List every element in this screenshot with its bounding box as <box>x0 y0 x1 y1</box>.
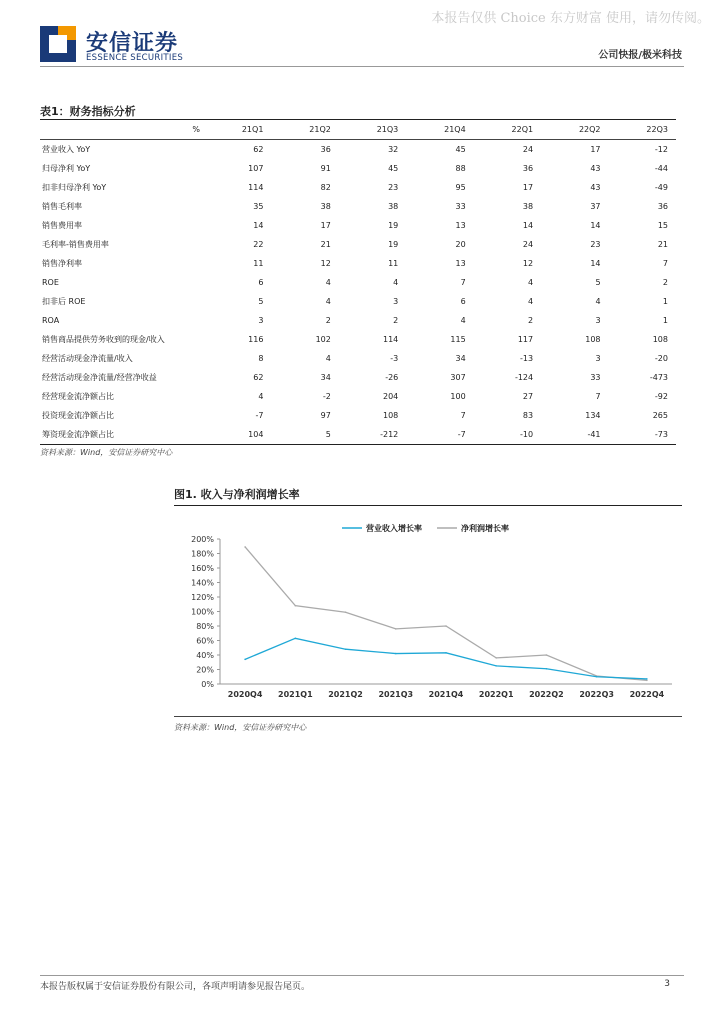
data-point <box>395 628 397 630</box>
table-cell: 4 <box>528 278 534 287</box>
table-cell: 43 <box>590 183 601 192</box>
series-line-0 <box>245 638 647 679</box>
table-cell: 36 <box>657 202 668 211</box>
row-label: 经营活动现金净流量/经营净收益 <box>42 373 157 382</box>
row-label: 投资现金流净额占比 <box>42 411 114 420</box>
table-cell: 5 <box>271 425 338 445</box>
table-cell: -41 <box>541 425 608 445</box>
table-cell: 97 <box>320 411 331 420</box>
table-cell: 107 <box>248 164 264 173</box>
data-point <box>395 653 397 655</box>
table-row <box>40 406 676 425</box>
data-point <box>546 668 548 670</box>
table-cell: 7 <box>460 411 466 420</box>
table-cell: 108 <box>652 335 668 344</box>
table-cell: 5 <box>258 297 264 306</box>
logo-mark-icon <box>40 26 76 62</box>
y-tick-label: 20% <box>196 665 214 675</box>
table-cell: 27 <box>522 392 534 401</box>
table-row <box>40 425 676 445</box>
table-row <box>40 368 676 387</box>
table-cell: 38 <box>388 202 399 211</box>
footer-divider <box>40 975 684 976</box>
logo-chinese-name: 安信证券 <box>86 31 179 56</box>
watermark-text: 本报告仅供 Choice 东方财富 使用，请勿传阅。 <box>431 11 710 26</box>
x-tick-label: 2021Q4 <box>428 690 464 699</box>
row-label: ROE <box>42 278 59 287</box>
table-cell: 4 <box>258 392 264 401</box>
table-row <box>40 197 676 216</box>
data-point <box>345 648 347 650</box>
data-point <box>646 680 648 682</box>
table-cell: 5 <box>595 278 601 287</box>
table-cell: 114 <box>248 183 264 192</box>
row-label: 销售净利率 <box>42 259 82 268</box>
table-cell: 307 <box>450 373 466 382</box>
figure-source: 资料来源：Wind，安信证券研究中心 <box>174 723 307 732</box>
data-point <box>546 654 548 656</box>
table-cell: 91 <box>320 164 331 173</box>
table-cell: 24 <box>522 145 534 154</box>
table-cell: 21 <box>657 240 668 249</box>
data-point <box>445 652 447 654</box>
table-row <box>40 254 676 273</box>
x-tick-label: 2022Q4 <box>629 690 665 699</box>
table-cell: 62 <box>253 145 264 154</box>
table-cell: 88 <box>455 164 466 173</box>
table-row <box>40 235 676 254</box>
table-cell: 2 <box>325 316 331 325</box>
financial-metrics-table <box>40 119 676 445</box>
table-cell: 43 <box>590 164 601 173</box>
table-cell: 17 <box>320 221 331 230</box>
table-cell: 4 <box>595 297 601 306</box>
table-row <box>40 216 676 235</box>
logo-english-name: ESSENCE SECURITIES <box>86 53 184 63</box>
row-label: 销售费用率 <box>42 221 82 230</box>
table-cell: -10 <box>474 425 541 445</box>
table-source: 资料来源：Wind，安信证券研究中心 <box>40 448 173 457</box>
table-cell: -212 <box>339 425 406 445</box>
y-tick-label: 40% <box>196 651 214 660</box>
table-cell: -44 <box>654 164 668 173</box>
data-point <box>244 546 246 548</box>
table-cell: 3 <box>595 316 601 325</box>
table-cell: 12 <box>320 259 331 268</box>
unit-header: % <box>40 120 204 140</box>
table-cell: 3 <box>393 297 399 306</box>
table-cell: 38 <box>320 202 331 211</box>
legend-label: 营业收入增长率 <box>366 524 422 533</box>
table-cell: 104 <box>204 425 271 445</box>
figure-top-rule <box>174 505 682 506</box>
table-cell: 115 <box>450 335 466 344</box>
table-cell: 23 <box>388 183 399 192</box>
y-tick-label: 100% <box>191 607 214 617</box>
table-cell: -473 <box>649 373 668 382</box>
x-tick-label: 2021Q3 <box>378 690 414 699</box>
x-tick-label: 2022Q3 <box>579 690 614 699</box>
row-label: 筹资现金流净额占比 <box>40 425 204 445</box>
table-row <box>40 387 676 406</box>
table-cell: 265 <box>652 411 668 420</box>
table-cell: 3 <box>258 316 264 325</box>
row-label: 销售商品提供劳务收到的现金/收入 <box>42 335 165 344</box>
table-cell: 15 <box>657 221 668 230</box>
data-point <box>596 676 598 678</box>
y-tick-label: 160% <box>191 564 214 573</box>
row-label: 归母净利 YoY <box>42 164 91 173</box>
table-cell: 36 <box>320 145 331 154</box>
table-cell: 24 <box>522 240 534 249</box>
table-cell: 95 <box>455 183 466 192</box>
row-label: 毛利率-销售费用率 <box>42 240 109 249</box>
table-cell: -2 <box>322 392 331 401</box>
table-cell: 14 <box>522 221 534 230</box>
table-cell: 62 <box>253 373 264 382</box>
table-cell: 19 <box>388 240 399 249</box>
table-cell: 45 <box>455 145 466 154</box>
table-row <box>40 292 676 311</box>
table-cell: 83 <box>522 411 534 420</box>
table-body <box>40 140 676 445</box>
column-header: 21Q2 <box>271 120 338 140</box>
table-cell: 33 <box>590 373 601 382</box>
row-label: 扣非后 ROE <box>42 297 86 306</box>
table-cell: 11 <box>253 259 264 268</box>
x-tick-label: 2022Q2 <box>529 690 564 699</box>
table-cell: 34 <box>320 373 331 382</box>
column-header: 22Q1 <box>474 120 541 140</box>
table-cell: 7 <box>662 259 668 268</box>
row-label: 销售毛利率 <box>42 202 82 211</box>
table-cell: -73 <box>609 425 676 445</box>
row-label: 经营现金流净额占比 <box>42 392 114 401</box>
table-cell: 116 <box>248 335 264 344</box>
table-cell: 33 <box>455 202 466 211</box>
column-header: 22Q2 <box>541 120 608 140</box>
table-cell: 14 <box>253 221 264 230</box>
data-point <box>646 678 648 680</box>
table-cell: 3 <box>595 354 601 363</box>
table-cell: -26 <box>385 373 399 382</box>
company-logo <box>40 26 190 66</box>
row-label: 扣非归母净利 YoY <box>42 183 107 192</box>
table-cell: 102 <box>315 335 331 344</box>
table-row <box>40 159 676 178</box>
table-cell: 2 <box>393 316 399 325</box>
table-cell: 37 <box>590 202 601 211</box>
table-cell: 32 <box>388 145 399 154</box>
table-row <box>40 330 676 349</box>
y-tick-label: 80% <box>196 622 214 631</box>
table-row <box>40 178 676 197</box>
column-header: 22Q3 <box>609 120 676 140</box>
table-cell: 6 <box>258 278 264 287</box>
table-cell: 4 <box>325 297 331 306</box>
table-cell: 23 <box>590 240 601 249</box>
data-point <box>495 657 497 659</box>
data-point <box>345 611 347 613</box>
y-tick-label: 120% <box>191 593 214 602</box>
x-tick-label: 2022Q1 <box>478 690 514 699</box>
y-tick-label: 180% <box>191 549 214 559</box>
table-row <box>40 273 676 292</box>
table-cell: 4 <box>325 354 331 363</box>
y-tick-label: 0% <box>201 680 214 689</box>
table-cell: 1 <box>662 297 668 306</box>
footer-disclaimer: 本报告版权属于安信证券股份有限公司，各项声明请参见报告尾页。 <box>40 982 311 992</box>
table-cell: 2 <box>528 316 534 325</box>
table-cell: 100 <box>450 392 466 401</box>
table-cell: -49 <box>654 183 668 192</box>
table-row <box>40 311 676 330</box>
table-cell: -13 <box>520 354 534 363</box>
table-header-row <box>40 120 676 140</box>
data-point <box>495 665 497 667</box>
row-label: 经营活动现金净流量/收入 <box>42 354 133 363</box>
table-cell: 134 <box>585 411 601 420</box>
table-cell: 17 <box>522 183 534 192</box>
table-cell: 13 <box>455 259 466 268</box>
table-cell: -7 <box>255 411 264 420</box>
legend-label: 净利润增长率 <box>461 524 509 533</box>
table-cell: 108 <box>382 411 399 420</box>
table-cell: 8 <box>258 354 264 363</box>
data-point <box>295 638 297 640</box>
figure-bottom-rule <box>174 716 682 717</box>
data-point <box>445 625 447 627</box>
growth-rate-line-chart <box>174 508 682 714</box>
column-header: 21Q3 <box>339 120 406 140</box>
table-cell: 6 <box>460 297 466 306</box>
table-cell: -12 <box>654 145 668 154</box>
table-cell: 108 <box>585 335 601 344</box>
y-tick-label: 200% <box>191 535 214 544</box>
row-label: 营业收入 YoY <box>42 145 91 154</box>
table-cell: 22 <box>253 240 264 249</box>
table-cell: 117 <box>517 335 534 344</box>
x-tick-label: 2021Q2 <box>328 690 363 699</box>
table-cell: -124 <box>514 373 534 382</box>
table-cell: 4 <box>393 278 399 287</box>
table-cell: 35 <box>253 202 264 211</box>
column-header: 21Q4 <box>406 120 473 140</box>
table-cell: 4 <box>460 316 466 325</box>
page-number: 3 <box>664 979 670 989</box>
table-cell: 34 <box>455 354 466 363</box>
table-cell: 4 <box>325 278 331 287</box>
table-cell: 1 <box>662 316 668 325</box>
y-tick-label: 140% <box>191 578 214 588</box>
figure-title: 图1. 收入与净利润增长率 <box>174 488 300 501</box>
table-cell: 4 <box>528 297 534 306</box>
table-title: 表1：财务指标分析 <box>40 105 136 118</box>
report-type: 公司快报/极米科技 <box>598 50 682 61</box>
data-point <box>295 605 297 607</box>
table-cell: 114 <box>382 335 399 344</box>
table-cell: 13 <box>455 221 466 230</box>
table-cell: -7 <box>406 425 473 445</box>
table-cell: 21 <box>320 240 331 249</box>
table-cell: 82 <box>320 183 331 192</box>
x-tick-label: 2020Q4 <box>227 690 263 699</box>
row-label: ROA <box>42 316 60 325</box>
data-point <box>244 659 246 661</box>
table-cell: 17 <box>590 145 601 154</box>
table-cell: 204 <box>382 392 399 401</box>
x-tick-label: 2021Q1 <box>278 690 313 699</box>
table-row <box>40 349 676 368</box>
table-cell: 38 <box>522 202 534 211</box>
table-cell: 45 <box>388 164 399 173</box>
table-cell: 7 <box>595 392 601 401</box>
table-cell: 11 <box>388 259 399 268</box>
table-cell: -20 <box>654 354 668 363</box>
table-cell: 36 <box>522 164 534 173</box>
table-cell: 2 <box>662 278 668 287</box>
header-divider <box>40 66 684 67</box>
y-tick-label: 60% <box>196 636 214 646</box>
table-cell: 14 <box>590 259 601 268</box>
table-cell: 19 <box>388 221 399 230</box>
series-line-1 <box>245 547 647 680</box>
table-cell: 20 <box>455 240 466 249</box>
table-cell: -3 <box>390 354 399 363</box>
table-cell: 12 <box>522 259 534 268</box>
table-cell: -92 <box>654 392 668 401</box>
table-cell: 14 <box>590 221 601 230</box>
table-row <box>40 140 676 160</box>
column-header: 21Q1 <box>204 120 271 140</box>
table-cell: 7 <box>460 278 466 287</box>
